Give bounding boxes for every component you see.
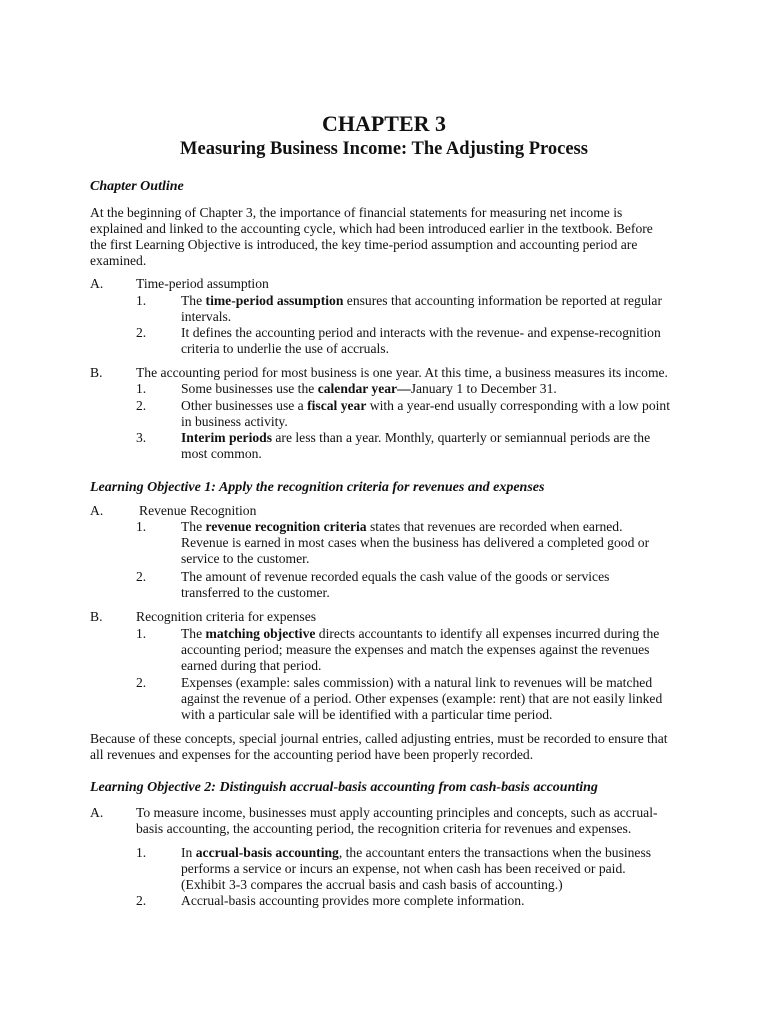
lo2-a-2-text: Accrual-basis accounting provides more complete information. <box>181 893 525 908</box>
lo2-a-line-1: To measure income, businesses must apply accounting principles and concepts, such as accrual- <box>136 805 658 820</box>
lo1-conclusion-line-1: Because of these concepts, special journal entries, called adjusting entries, must be recorded to ensure that <box>90 731 668 746</box>
lo1-b-1-marker: 1. <box>136 626 147 641</box>
chapter-subtitle: Measuring Business Income: The Adjusting Process <box>180 139 588 159</box>
lo1-b-2-cont1: against the revenue of a period. Other expenses (example: rent) that are not easily linked <box>181 691 663 706</box>
lo1-b-2-text: Expenses (example: sales commission) with a natural link to revenues will be matched <box>181 675 653 690</box>
lo1-b-2-marker: 2. <box>136 675 147 690</box>
intro-line-1: At the beginning of Chapter 3, the importance of financial statements for measuring net income is <box>90 205 623 220</box>
lo1-b-1-cont2: earned during that period. <box>181 658 322 673</box>
outline-a-title: Time-period assumption <box>136 276 269 291</box>
outline-b-3-marker: 3. <box>136 430 147 445</box>
section-heading-lo2: Learning Objective 2: Distinguish accrual-basis accounting from cash-basis accounting <box>90 780 598 795</box>
intro-line-3: the first Learning Objective is introduced, the key time-period assumption and accounting period are <box>90 237 638 252</box>
lo2-a-1-marker: 1. <box>136 845 147 860</box>
intro-line-4: examined. <box>90 253 147 268</box>
lo1-a-marker: A. <box>90 503 104 518</box>
outline-b-1-text: Some businesses use the calendar year—January 1 to December 31. <box>181 381 557 396</box>
lo1-a-2-cont: transferred to the customer. <box>181 585 330 600</box>
lo1-a-1-cont2: service to the customer. <box>181 551 310 566</box>
lo1-a-2-text: The amount of revenue recorded equals the cash value of the goods or services <box>181 569 610 584</box>
outline-b-2-text: Other businesses use a fiscal year with a year-end usually corresponding with a low point <box>181 398 671 413</box>
lo1-b-marker: B. <box>90 609 103 624</box>
lo1-b-title: Recognition criteria for expenses <box>136 609 317 624</box>
lo1-conclusion-line-2: all revenues and expenses for the accounting period have been properly recorded. <box>90 747 534 762</box>
outline-b-3-cont: most common. <box>181 446 262 461</box>
section-heading-outline: Chapter Outline <box>90 179 184 194</box>
outline-a-2-cont: criteria to underlie the use of accruals. <box>181 341 389 356</box>
outline-b-2-cont: in business activity. <box>181 414 288 429</box>
outline-a-2-marker: 2. <box>136 325 147 340</box>
outline-b-3-text: Interim periods are less than a year. Monthly, quarterly or semiannual periods are the <box>181 430 651 445</box>
lo1-a-1-marker: 1. <box>136 519 147 534</box>
lo1-a-1-text: The revenue recognition criteria states that revenues are recorded when earned. <box>181 519 623 534</box>
lo1-b-1-cont1: accounting period; measure the expenses and match the expenses against the revenues <box>181 642 650 657</box>
lo1-b-2-cont2: with a particular sale will be identified with a particular time period. <box>181 707 553 722</box>
intro-line-2: explained and linked to the accounting cycle, which had been introduced earlier in the textbook. Before <box>90 221 653 236</box>
lo2-a-1-cont1: performs a service or incurs an expense, not when cash has been received or paid. <box>181 861 626 876</box>
outline-b-2-marker: 2. <box>136 398 147 413</box>
outline-a-1-text: The time-period assumption ensures that accounting information be reported at regular <box>181 293 662 308</box>
outline-a-1-cont: intervals. <box>181 309 232 324</box>
outline-a-2-text: It defines the accounting period and interacts with the revenue- and expense-recognition <box>181 325 661 340</box>
lo1-a-1-cont1: Revenue is earned in most cases when the business has delivered a completed good or <box>181 535 650 550</box>
lo2-a-line-2: basis accounting, the accounting period, the recognition criteria for revenues and expenses. <box>136 821 632 836</box>
outline-a-marker: A. <box>90 276 104 291</box>
chapter-title: CHAPTER 3 <box>321 111 447 136</box>
lo2-a-1-text: In accrual-basis accounting, the accountant enters the transactions when the business <box>181 845 652 860</box>
outline-b-title: The accounting period for most business is one year. At this time, a business measures its income. <box>136 365 668 380</box>
lo1-b-1-text: The matching objective directs accountants to identify all expenses incurred during the <box>181 626 660 641</box>
section-heading-lo1: Learning Objective 1: Apply the recognition criteria for revenues and expenses <box>90 480 545 495</box>
outline-b-marker: B. <box>90 365 103 380</box>
lo1-a-2-marker: 2. <box>136 569 147 584</box>
lo2-a-marker: A. <box>90 805 104 820</box>
outline-a-1-marker: 1. <box>136 293 147 308</box>
lo2-a-2-marker: 2. <box>136 893 147 908</box>
lo2-a-1-cont2: (Exhibit 3-3 compares the accrual basis and cash basis of accounting.) <box>181 877 563 892</box>
outline-b-1-marker: 1. <box>136 381 147 396</box>
lo1-a-title: Revenue Recognition <box>139 503 257 518</box>
